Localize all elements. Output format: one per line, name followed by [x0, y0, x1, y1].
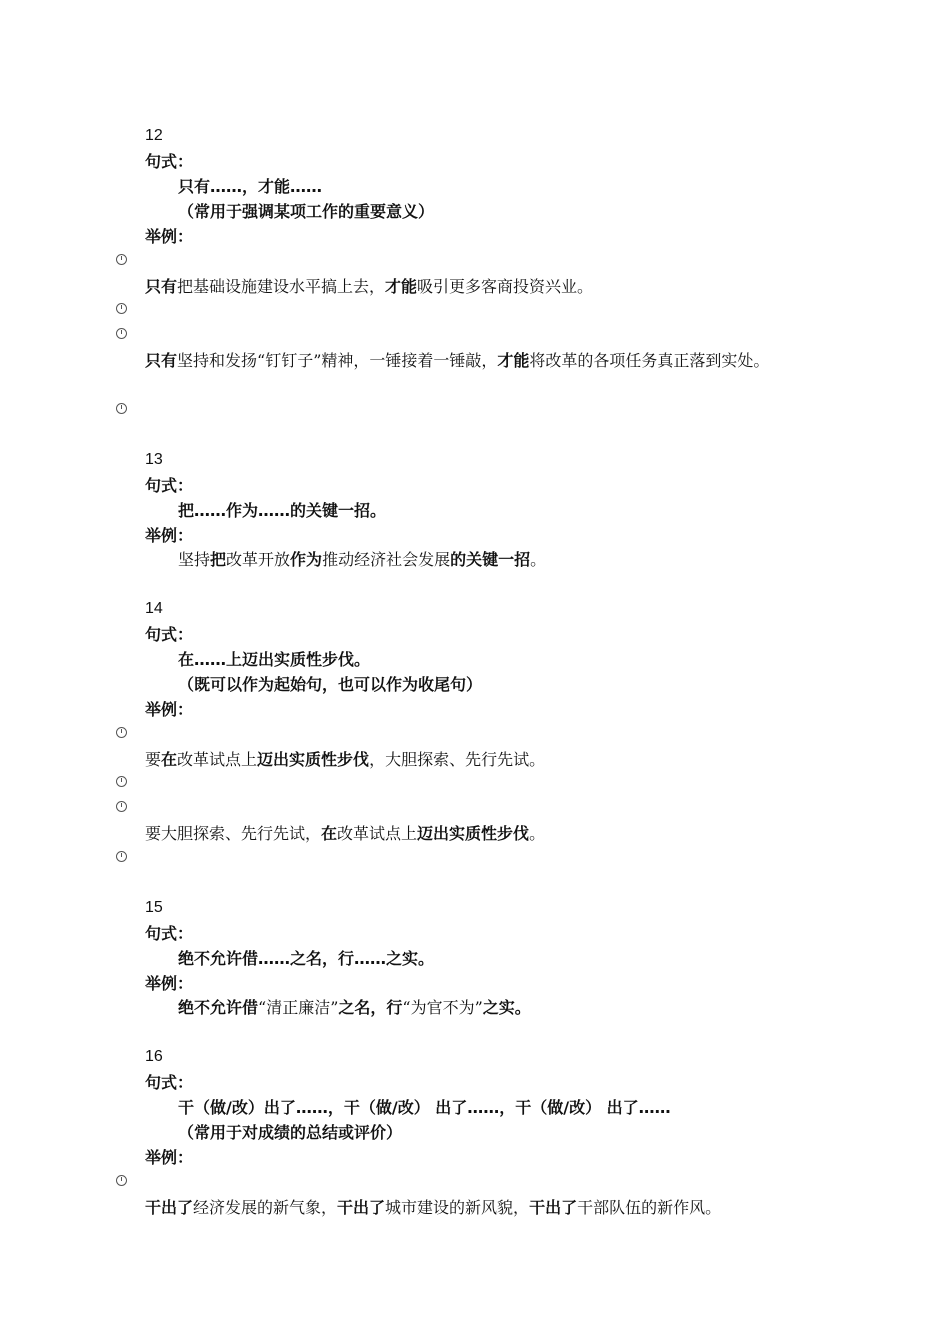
example-sentence: [145, 824, 545, 844]
pattern-text: 把……作为……的关键一招。: [178, 501, 387, 520]
keyword: 才能: [497, 351, 530, 370]
section-number: 12: [145, 127, 163, 144]
keyword: 迈出实质性步伐: [257, 750, 370, 769]
example-label: 举例：: [145, 974, 194, 993]
keyword: 只有: [145, 277, 178, 296]
text: 改革开放: [226, 550, 291, 569]
text: 经济发展的新气象，: [193, 1198, 338, 1217]
section-number: 15: [145, 899, 163, 916]
section-number: 14: [145, 600, 163, 617]
clock-marker-icon: [116, 303, 127, 314]
text: 推动经济社会发展: [322, 550, 451, 569]
example-label: 举例：: [145, 526, 194, 545]
pattern-text: 只有……，才能……: [178, 177, 323, 196]
text: 城市建设的新风貌，: [385, 1198, 530, 1217]
keyword: 绝不允许借: [178, 998, 259, 1017]
pattern-label: 句式：: [145, 152, 194, 171]
keyword: 在: [321, 824, 338, 843]
example-sentence: [145, 750, 545, 770]
clock-marker-icon: [116, 851, 127, 862]
keyword: 只有: [145, 351, 178, 370]
keyword: 干出了: [145, 1198, 194, 1217]
text: 要大胆探索、先行先试，: [145, 824, 322, 843]
text: 。: [529, 824, 546, 843]
text: 把基础设施建设水平搞上去，: [177, 277, 386, 296]
example-sentence: [178, 550, 546, 570]
example-sentence: [178, 998, 531, 1018]
clock-marker-icon: [116, 801, 127, 812]
text: 干部队伍的新作风。: [577, 1198, 722, 1217]
text: 改革试点上: [337, 824, 418, 843]
section-number: 13: [145, 451, 163, 468]
pattern-label: 句式：: [145, 924, 194, 943]
text: 。: [530, 550, 547, 569]
keyword: 干出了: [337, 1198, 386, 1217]
keyword: 在: [161, 750, 178, 769]
keyword: 把: [210, 550, 227, 569]
pattern-note: （常用于对成绩的总结或评价）: [178, 1123, 403, 1142]
keyword: 之名，行: [338, 998, 403, 1017]
example-label: 举例：: [145, 1148, 194, 1167]
clock-marker-icon: [116, 1175, 127, 1186]
text: 坚持: [178, 550, 211, 569]
pattern-text: 干（做/改）出了……，干（做/改） 出了……，干（做/改） 出了……: [178, 1098, 671, 1117]
text: 改革试点上: [177, 750, 258, 769]
section-number: 16: [145, 1048, 163, 1065]
keyword: 的关键一招: [450, 550, 531, 569]
text: 坚持和发扬“钉钉子”精神，一锤接着一锤敲，: [177, 351, 498, 370]
keyword: 作为: [290, 550, 323, 569]
example-label: 举例：: [145, 700, 194, 719]
pattern-text: 绝不允许借……之名，行……之实。: [178, 949, 435, 968]
pattern-note: （常用于强调某项工作的重要意义）: [178, 202, 435, 221]
keyword: 才能: [385, 277, 418, 296]
pattern-text: 在……上迈出实质性步伐。: [178, 650, 371, 669]
keyword: 迈出实质性步伐: [417, 824, 530, 843]
keyword: 干出了: [529, 1198, 578, 1217]
clock-marker-icon: [116, 254, 127, 265]
example-sentence: [145, 1198, 721, 1218]
example-label: 举例：: [145, 227, 194, 246]
text: 将改革的各项任务真正落到实处。: [529, 351, 770, 370]
example-sentence: [145, 348, 815, 374]
clock-marker-icon: [116, 403, 127, 414]
keyword: 之实。: [482, 998, 531, 1017]
text: 吸引更多客商投资兴业。: [417, 277, 594, 296]
text: ，大胆探索、先行先试。: [369, 750, 546, 769]
pattern-label: 句式：: [145, 476, 194, 495]
pattern-note: （既可以作为起始句，也可以作为收尾句）: [178, 675, 483, 694]
clock-marker-icon: [116, 727, 127, 738]
clock-marker-icon: [116, 328, 127, 339]
pattern-label: 句式：: [145, 625, 194, 644]
text: “清正廉洁”: [258, 998, 339, 1017]
clock-marker-icon: [116, 776, 127, 787]
text: “为官不为”: [402, 998, 483, 1017]
text: 要: [145, 750, 162, 769]
pattern-label: 句式：: [145, 1073, 194, 1092]
example-sentence: [145, 277, 593, 297]
